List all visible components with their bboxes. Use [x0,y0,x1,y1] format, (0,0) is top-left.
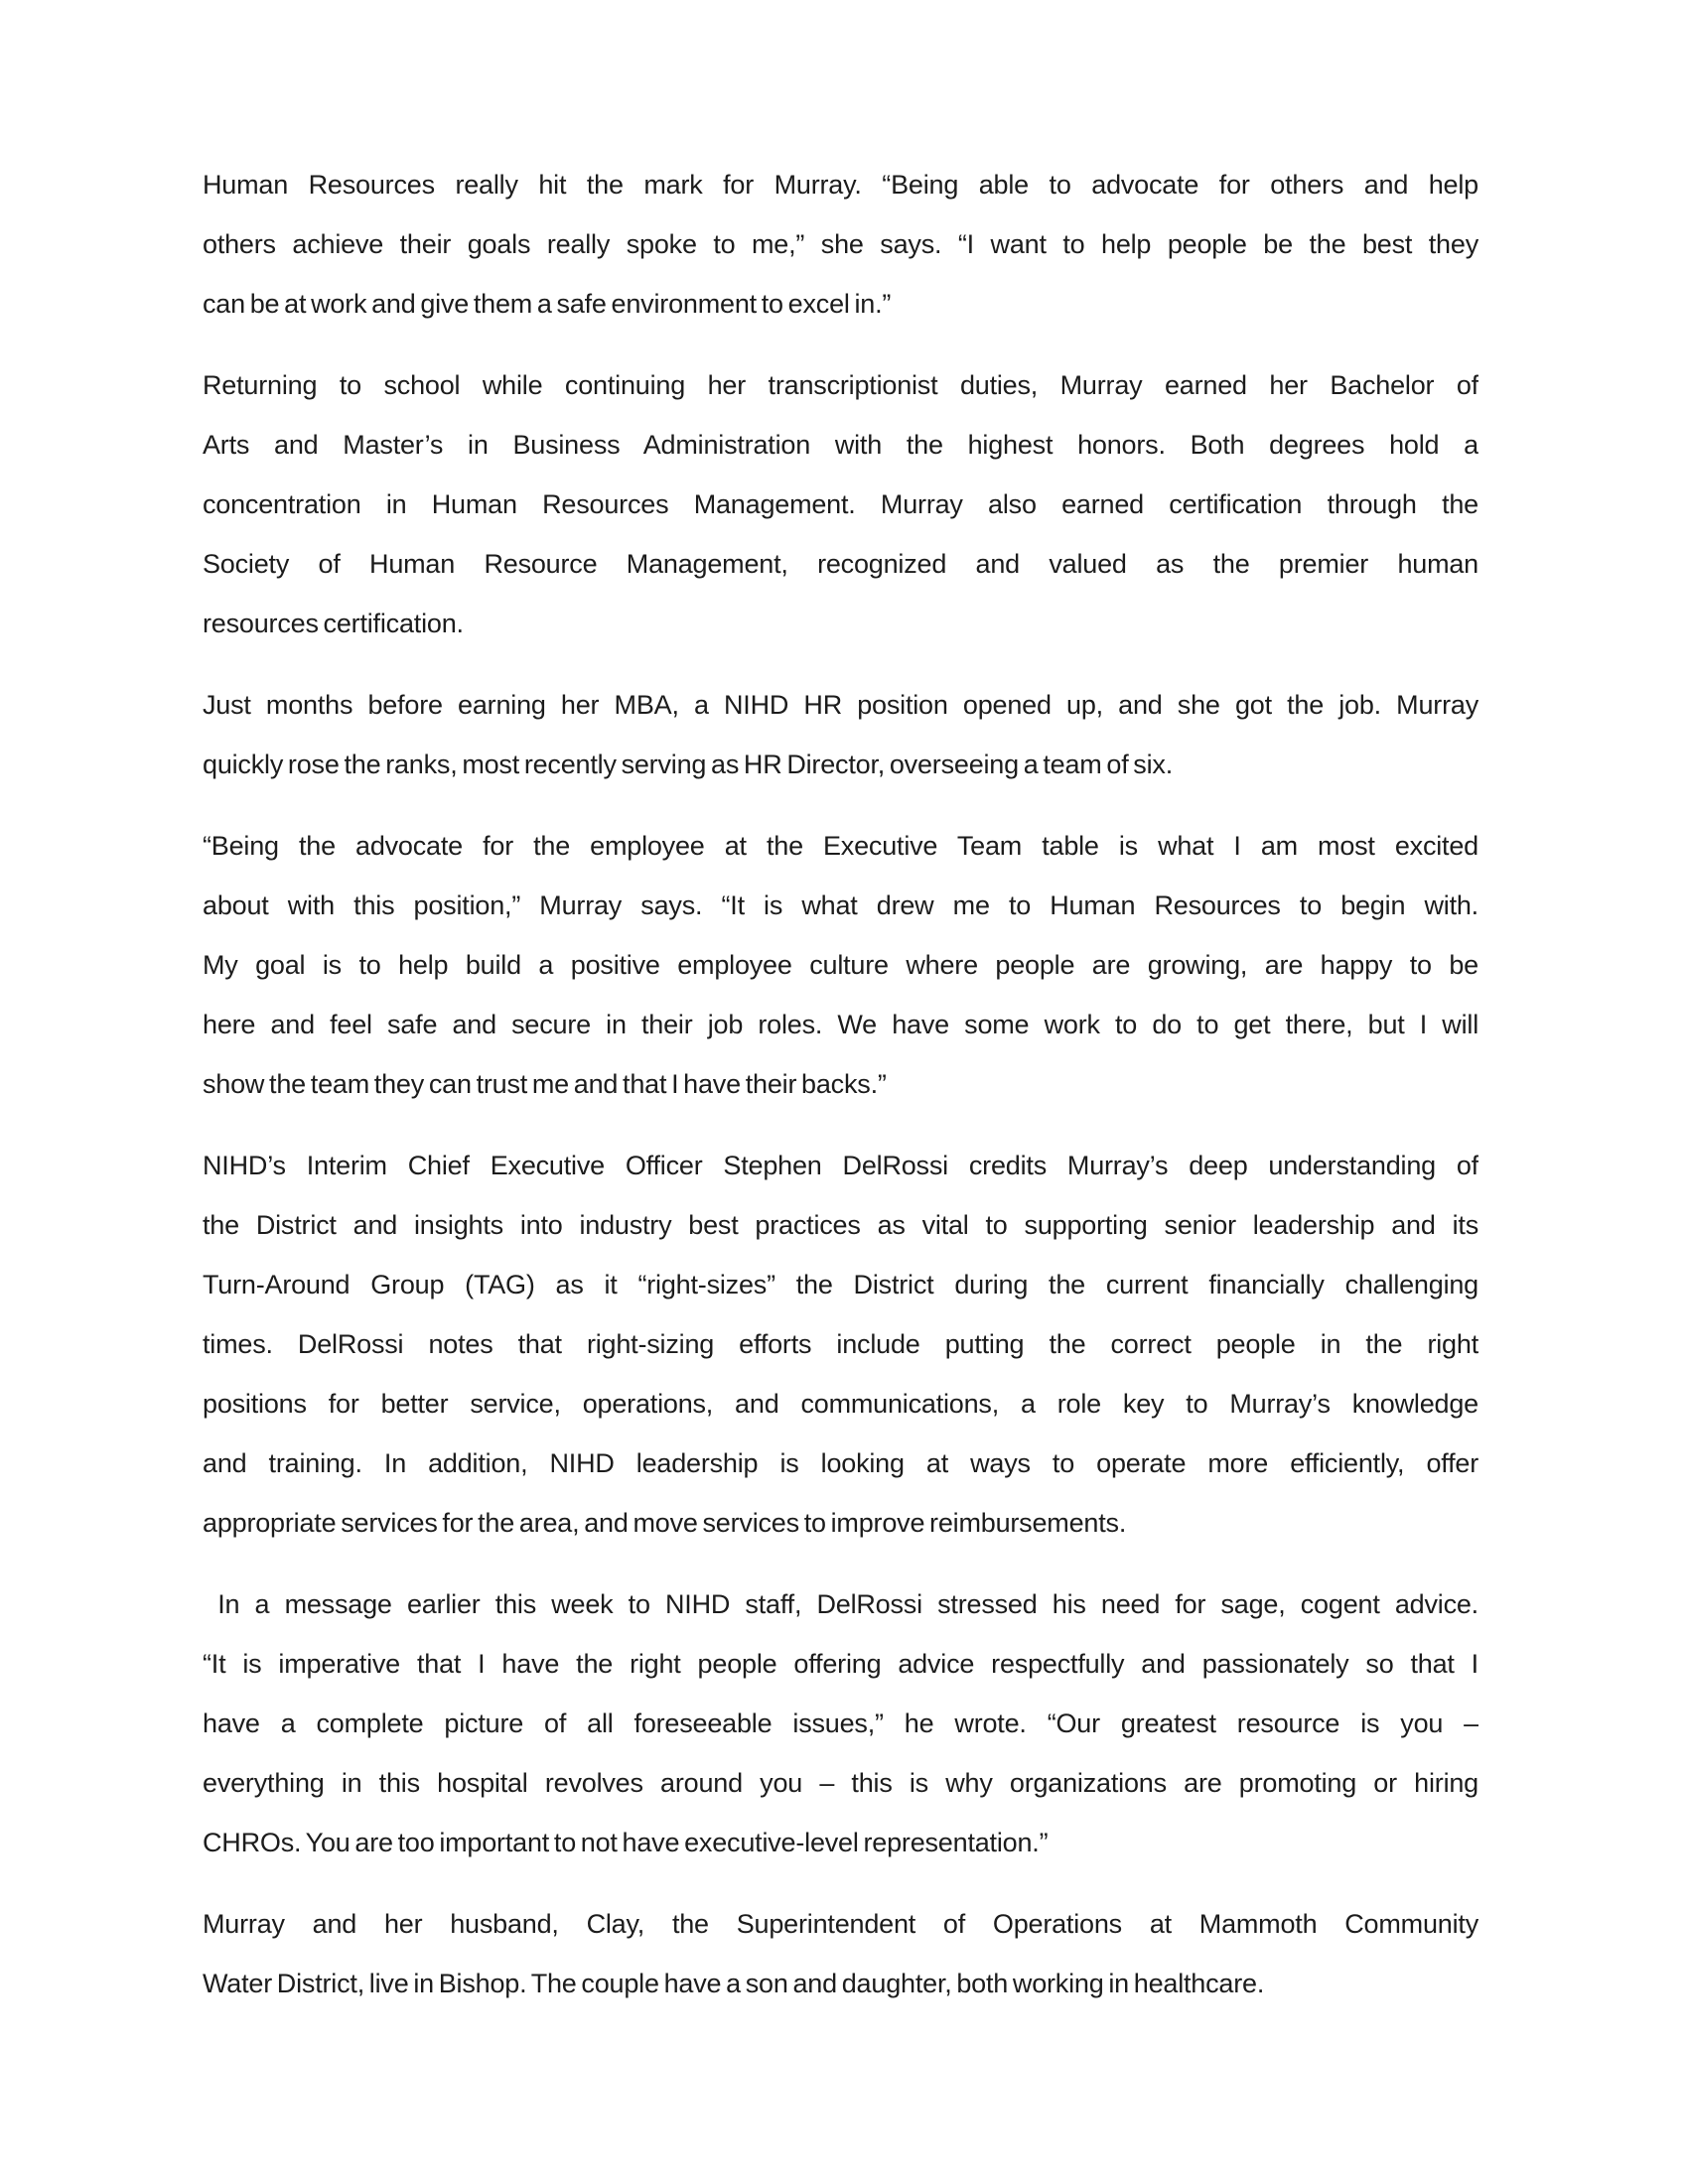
text-line: Water District, live in Bishop. The couple have a son and daughter, both working in healthcare. [203,1969,1265,1998]
text-line: Returning to school while continuing her transcriptionist duties, Murray earned her Bachelor of [203,370,1478,400]
text-line: and training. In addition, NIHD leadership is looking at ways to operate more efficiently, offer [203,1448,1478,1478]
text-line: Human Resources really hit the mark for Murray. “Being able to advocate for others and help [203,170,1478,200]
text-line: In a message earlier this week to NIHD staff, DelRossi stressed his need for sage, cogent advice. [203,1589,1478,1619]
text-line: Turn-Around Group (TAG) as it “right-sizes” the District during the current financially challenging [203,1270,1478,1299]
text-line: everything in this hospital revolves around you – this is why organizations are promoting or hiring [203,1768,1478,1798]
paragraph [203,155,1478,334]
text-line: others achieve their goals really spoke to me,” she says. “I want to help people be the best they [203,229,1478,259]
text-line: can be at work and give them a safe environment to excel in.” [203,289,892,319]
document-text [203,155,1478,2035]
text-line: about with this position,” Murray says. “It is what drew me to Human Resources to begin with. [203,890,1478,920]
text-line: Murray and her husband, Clay, the Superintendent of Operations at Mammoth Community [203,1909,1478,1939]
text-line: Arts and Master’s in Business Administration with the highest honors. Both degrees hold a [203,430,1478,460]
text-line: NIHD’s Interim Chief Executive Officer Stephen DelRossi credits Murray’s deep understanding of [203,1151,1478,1180]
text-line: show the team they can trust me and that I have their backs.” [203,1069,887,1099]
text-line: the District and insights into industry best practices as vital to supporting senior leadership and its [203,1210,1478,1240]
text-line: Just months before earning her MBA, a NIHD HR position opened up, and she got the job. Murray [203,690,1478,720]
text-line: CHROs. You are too important to not have executive-level representation.” [203,1828,1049,1857]
text-line: quickly rose the ranks, most recently serving as HR Director, overseeing a team of six. [203,750,1174,779]
text-line: have a complete picture of all foreseeable issues,” he wrote. “Our greatest resource is you – [203,1708,1478,1738]
text-line: concentration in Human Resources Management. Murray also earned certification through the [203,489,1478,519]
text-line: Society of Human Resource Management, recognized and valued as the premier human [203,549,1478,579]
paragraph [203,1136,1478,1553]
text-line: positions for better service, operations, and communications, a role key to Murray’s knowledge [203,1389,1478,1419]
text-line: here and feel safe and secure in their job roles. We have some work to do to get there, but I will [203,1010,1478,1039]
paragraph [203,355,1478,653]
paragraph [203,1894,1478,2013]
text-line: “Being the advocate for the employee at the Executive Team table is what I am most excited [203,831,1478,861]
text-line: “It is imperative that I have the right people offering advice respectfully and passionately so that I [203,1649,1478,1679]
text-line: My goal is to help build a positive employee culture where people are growing, are happy to be [203,950,1478,980]
text-line: appropriate services for the area, and move services to improve reimbursements. [203,1508,1127,1538]
paragraph [203,1574,1478,1872]
paragraph [203,675,1478,794]
paragraph [203,816,1478,1114]
text-line: resources certification. [203,609,464,638]
text-line: times. DelRossi notes that right-sizing efforts include putting the correct people in the right [203,1329,1478,1359]
